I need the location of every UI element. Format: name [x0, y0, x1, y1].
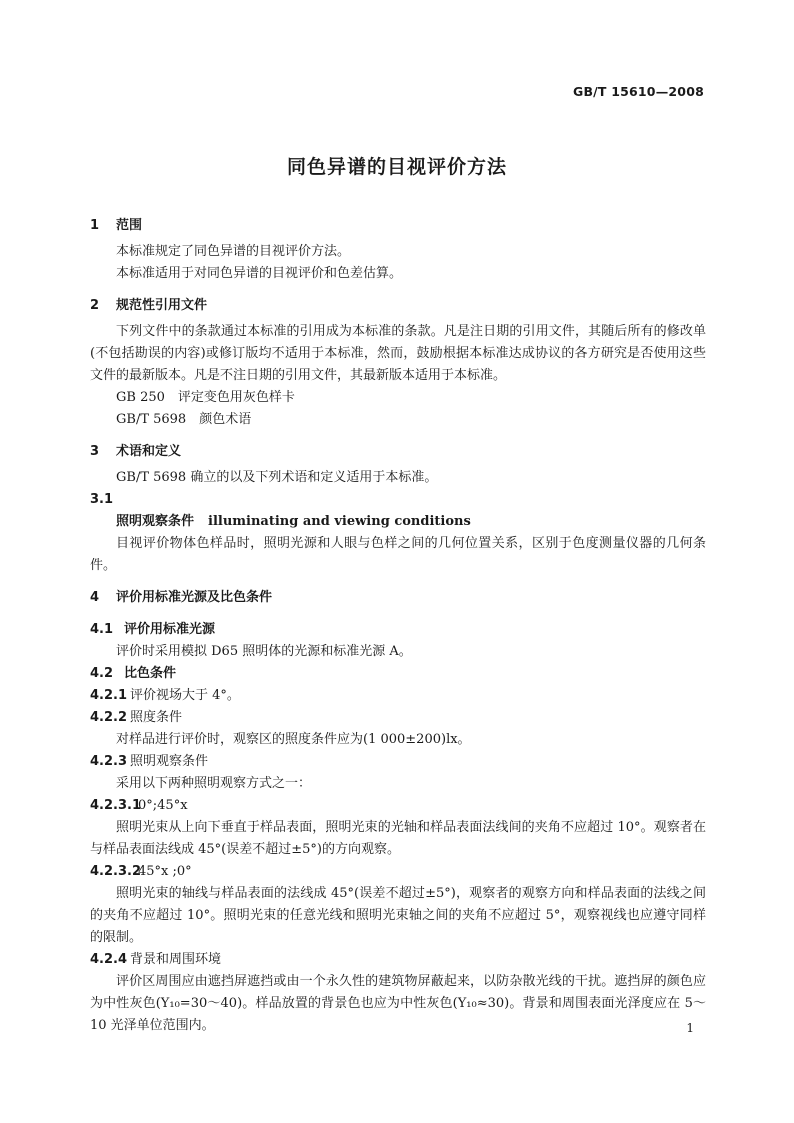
- section-2-heading: [90, 295, 706, 317]
- paragraph: 采用以下两种照明观察方式之一：: [116, 776, 312, 791]
- subsection-4-2-3-heading: [90, 751, 706, 773]
- section-number: 4: [90, 590, 100, 605]
- paragraph: 评价区周围应由遮挡屏遮挡或由一个永久性的建筑物屏蔽起来，以防杂散光线的干扰。遮挡屏的颜色应为中性灰色(Y₁₀=30～40)。样品放置的背景色也应为中性灰色(Y₁₀≈30)。背景和周围表面光泽度应在 5～10 光泽单位范围内。: [90, 974, 706, 1033]
- reference-item: GB/T 5698 颜色术语: [116, 412, 252, 427]
- paragraph: 照明光束从上向下垂直于样品表面，照明光束的光轴和样品表面法线间的夹角不应超过 10°。观察者在与样品表面法线成 45°(误差不超过±5°)的方向观察。: [90, 820, 706, 857]
- subsection-4-2-3-2-heading: [90, 861, 706, 883]
- section-text: 评价视场大于 4°。: [130, 688, 240, 703]
- section-title: 比色条件: [124, 666, 177, 681]
- paragraph: 对样品进行评价时，观察区的照度条件应为(1 000±200)lx。: [116, 732, 471, 747]
- section-title: 术语和定义: [116, 444, 182, 459]
- term-entry: [90, 511, 706, 533]
- section-number: 4.2.2: [90, 710, 128, 725]
- subsection-4-2-2-heading: [90, 707, 706, 729]
- subsection-4-2-heading: [90, 663, 706, 685]
- subsection-4-2-4-heading: [90, 949, 706, 971]
- paragraph: 照明光束的轴线与样品表面的法线成 45°(误差不超过±5°)，观察者的观察方向和样品表面的法线之间的夹角不应超过 10°。照明光束的任意光线和照明光束轴之间的夹角不应超过 5°，观察视线也应遵守同样的限制。: [90, 886, 706, 945]
- section-number: 4.2.4: [90, 952, 128, 967]
- section-number: 4.2: [90, 666, 114, 681]
- term-chinese: 照明观察条件: [116, 514, 195, 529]
- standard-code: GB/T 15610—2008: [572, 84, 704, 99]
- section-number: 4.2.3.2: [90, 864, 141, 879]
- document-body: [90, 215, 706, 1037]
- section-number: 2: [90, 298, 100, 313]
- subsection-number: 3.1: [90, 492, 114, 507]
- subsection-4-1-heading: [90, 619, 706, 641]
- section-1-heading: [90, 215, 706, 237]
- paragraph: 评价时采用模拟 D65 照明体的光源和标准光源 A。: [116, 644, 412, 659]
- section-title: 背景和周围环境: [130, 952, 222, 967]
- section-3-heading: [90, 441, 706, 463]
- document-title: 同色异谱的目视评价方法: [286, 156, 507, 178]
- subsection-4-2-3-1-heading: [90, 795, 706, 817]
- paragraph: 下列文件中的条款通过本标准的引用成为本标准的条款。凡是注日期的引用文件，其随后所有的修改单(不包括勘误的内容)或修订版均不适用于本标准，然而，鼓励根据本标准达成协议的各方研究是否使用这些文件的最新版本。凡是不注日期的引用文件，其最新版本适用于本标准。: [90, 324, 706, 383]
- paragraph: 本标准规定了同色异谱的目视评价方法。: [116, 244, 351, 259]
- section-number: 4.2.3.1: [90, 798, 141, 813]
- section-title: 规范性引用文件: [116, 298, 208, 313]
- section-title: 范围: [116, 218, 143, 233]
- section-number: 1: [90, 218, 100, 233]
- section-4-heading: [90, 587, 706, 609]
- paragraph: GB/T 5698 确立的以及下列术语和定义适用于本标准。: [116, 470, 438, 485]
- section-title: 0°;45°x: [138, 798, 188, 813]
- reference-item: GB 250 评定变色用灰色样卡: [116, 390, 295, 405]
- page-number: 1: [686, 1021, 694, 1035]
- paragraph: 本标准适用于对同色异谱的目视评价和色差估算。: [116, 266, 403, 281]
- section-title: 评价用标准光源: [124, 622, 216, 637]
- term-english: illuminating and viewing conditions: [208, 514, 471, 529]
- section-number: 3: [90, 444, 100, 459]
- term-definition: 目视评价物体色样品时，照明光源和人眼与色样之间的几何位置关系，区别于色度测量仪器的几何条件。: [90, 536, 706, 573]
- section-title: 评价用标准光源及比色条件: [116, 590, 273, 605]
- section-number: 4.2.3: [90, 754, 128, 769]
- section-title: 45°x ;0°: [138, 864, 192, 879]
- subsection-4-2-1: [90, 685, 706, 707]
- section-number: 4.2.1: [90, 688, 128, 703]
- section-title: 照度条件: [130, 710, 183, 725]
- section-number: 4.1: [90, 622, 114, 637]
- section-title: 照明观察条件: [130, 754, 209, 769]
